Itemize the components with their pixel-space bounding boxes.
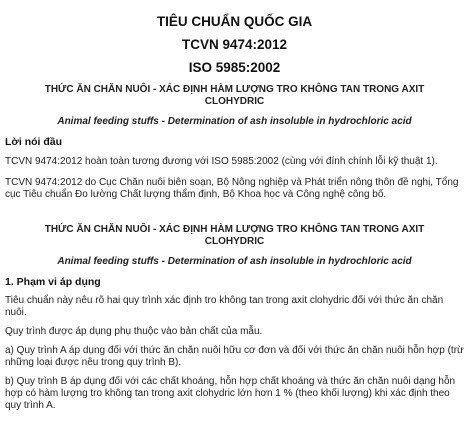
foreword-heading: Lời nói đầu (5, 136, 63, 148)
scope-paragraph-3: a) Quy trình A áp dụng đối với thức ăn chăn nuôi hữu cơ đơn và đối với thức ăn chăn nuôi hỗn hợp (trừ những loại được nêu trong quy trình B). (5, 345, 464, 368)
scope-paragraph-2: Quy trình được áp dụng phụ thuộc vào bản chất của mẫu. (5, 326, 263, 337)
tcvn-code: TCVN 9474:2012 (181, 37, 288, 52)
document-page (0, 14, 471, 428)
foreword-paragraph-1: TCVN 9474:2012 hoàn toàn tương đương với ISO 5985:2002 (cùng với đính chính lỗi kỹ thuật 1). (5, 156, 438, 167)
body-title-en: Animal feeding stuffs - Determination of ash insoluble in hydrochloric acid (57, 256, 412, 267)
foreword-paragraph-2: TCVN 9474:2012 do Cục Chăn nuôi biên soạn, Bộ Nông nghiệp và Phát triển nông thôn đề nghị, Tổng cục Tiêu chuẩn Đo lường Chất lượng thẩm định, Bộ Khoa học và Công nghệ công bố. (5, 177, 459, 200)
scope-paragraph-1: Tiêu chuẩn này nêu rõ hai quy trình xác định tro không tan trong axit clohydric đối với thức ăn chăn nuôi. (5, 295, 444, 318)
scope-paragraph-4: b) Quy trình B áp dụng đối với các chất khoáng, hỗn hợp chất khoáng và thức ăn chăn nuôi dạng hỗn hợp có hàm lượng tro không tan trong axit clohydric lớn hơn 1 % (theo khối lượng) khi xác định theo quy trình A. (5, 376, 456, 411)
document-title-vn: THỨC ĂN CHĂN NUÔI - XÁC ĐỊNH HÀM LƯỢNG TRO KHÔNG TAN TRONG AXIT CLOHYDRIC (44, 84, 425, 107)
body-title-vn: THỨC ĂN CHĂN NUÔI - XÁC ĐỊNH HÀM LƯỢNG TRO KHÔNG TAN TRONG AXIT CLOHYDRIC (44, 224, 425, 247)
standard-label: TIÊU CHUẨN QUỐC GIA (156, 14, 313, 29)
scope-heading: 1. Phạm vi áp dụng (5, 276, 101, 288)
iso-code: ISO 5985:2002 (188, 60, 281, 75)
document-title-en: Animal feeding stuffs - Determination of ash insoluble in hydrochloric acid (57, 116, 412, 127)
